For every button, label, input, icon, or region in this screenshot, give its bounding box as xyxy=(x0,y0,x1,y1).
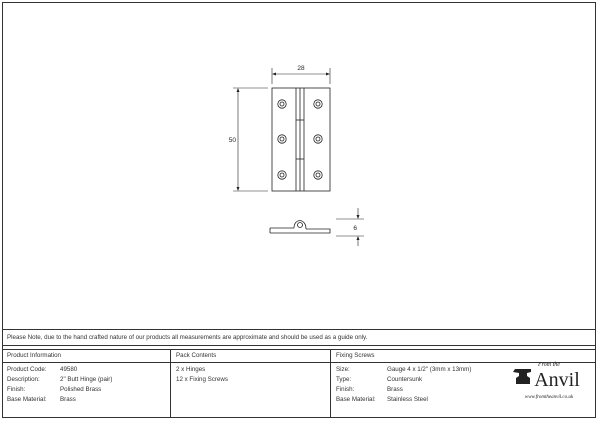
product-info-heading: Product Information xyxy=(7,352,61,359)
height-dimension-label: 50 xyxy=(228,137,236,144)
screw-type-value: Countersunk xyxy=(387,376,423,383)
screw-type-label: Type: xyxy=(336,376,352,383)
column-divider-2 xyxy=(330,349,331,418)
column-divider-1 xyxy=(170,349,171,418)
base-material-label: Base Material: xyxy=(7,396,47,403)
logo-url: www.fromtheanvil.co.uk xyxy=(524,395,574,400)
product-code-value: 49580 xyxy=(60,366,78,373)
pack-item: 2 x Hinges xyxy=(176,366,206,373)
pack-item: 12 x Fixing Screws xyxy=(176,376,228,383)
logo-from-the: From the xyxy=(538,362,560,368)
fixing-screws-heading: Fixing Screws xyxy=(336,352,375,359)
screw-material-label: Base Material: xyxy=(336,396,376,403)
logo-brand: Anvil xyxy=(534,369,580,391)
anvil-icon xyxy=(513,369,531,384)
divider-table-top xyxy=(2,349,596,350)
screw-material-value: Stainless Steel xyxy=(387,396,428,403)
disclaimer-note: Please Note, due to the hand crafted nature of our products all measurements are approximate and should be used as a guide only. xyxy=(7,334,368,341)
divider-middle xyxy=(2,345,596,346)
thickness-dimension-label: 6 xyxy=(353,225,357,232)
height-dimension xyxy=(233,88,268,191)
screw-size-label: Size: xyxy=(336,366,350,373)
base-material-value: Brass xyxy=(60,396,76,403)
finish-label: Finish: xyxy=(7,386,26,393)
screw-finish-value: Brass xyxy=(387,386,403,393)
width-dimension-label: 28 xyxy=(297,65,305,72)
finish-value: Polished Brass xyxy=(60,386,102,393)
product-code-label: Product Code: xyxy=(7,366,47,373)
divider-top xyxy=(2,329,596,330)
thickness-dimension xyxy=(336,208,364,246)
description-value: 2" Butt Hinge (pair) xyxy=(60,376,113,383)
screw-finish-label: Finish: xyxy=(336,386,355,393)
screw-size-value: Gauge 4 x 1/2" (3mm x 13mm) xyxy=(387,366,472,373)
pack-contents-heading: Pack Contents xyxy=(176,352,217,359)
hinge-side-view xyxy=(270,221,330,233)
hinge-front-view xyxy=(272,88,330,191)
from-the-anvil-logo xyxy=(505,357,590,415)
description-label: Description: xyxy=(7,376,40,383)
